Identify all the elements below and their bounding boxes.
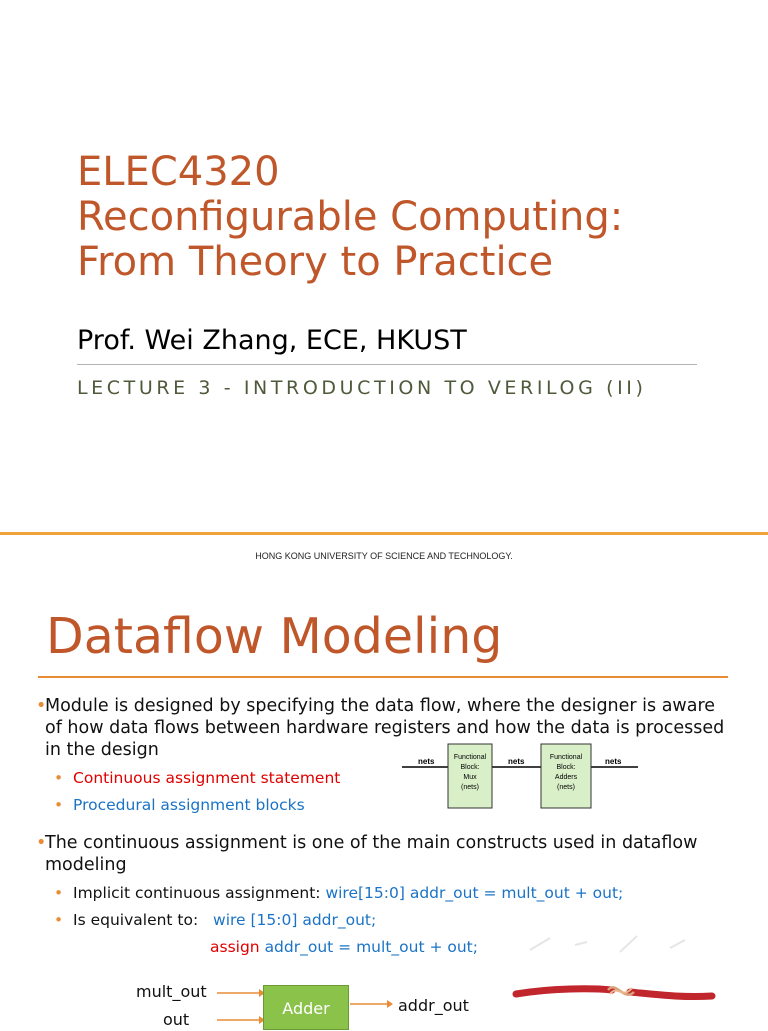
title-divider [77, 364, 697, 365]
course-title-line: ELEC4320 [77, 149, 280, 195]
output-addr-out-label: addr_out [398, 996, 469, 1015]
twisted-wire-illustration [512, 972, 717, 1012]
sketch-mark [670, 940, 685, 948]
sub-bullet-continuous: Continuous assignment statement [73, 769, 341, 787]
block-adders-line: Adders [554, 774, 578, 781]
input-mult-out-label: mult_out [136, 982, 207, 1001]
nets-label-left: nets [418, 757, 435, 766]
equivalent-code-line1: wire [15:0] addr_out; [213, 911, 377, 929]
nets-functional-block-diagram [398, 740, 648, 810]
block-adders-line: Functional [549, 754, 583, 761]
implicit-assignment-code: wire[15:0] addr_out = mult_out + out; [325, 884, 624, 902]
block-adders-line: (nets) [557, 784, 575, 791]
sketch-mark [575, 942, 587, 945]
bullet-marker: • [54, 796, 64, 814]
bullet-marker: • [54, 769, 64, 787]
equivalent-label: Is equivalent to: [73, 911, 199, 929]
course-title-line: Reconfigurable Computing: [77, 194, 624, 240]
input-out-label: out [163, 1010, 190, 1029]
assign-keyword: assign [210, 938, 260, 956]
nets-label-right: nets [605, 757, 622, 766]
red-wire-right [630, 992, 712, 997]
bullet-marker: • [54, 884, 64, 902]
output-arrowhead [387, 1000, 393, 1008]
heading-underline [38, 676, 728, 678]
course-title [77, 150, 737, 285]
bullet-marker: • [36, 696, 47, 716]
red-wire-left [516, 989, 612, 994]
block-mux-line: Mux [463, 774, 477, 781]
bullet-marker: • [36, 833, 47, 853]
slide-divider [0, 532, 768, 535]
nets-label-middle: nets [508, 757, 525, 766]
block-mux-line: Block: [460, 764, 480, 771]
sub-bullet-procedural: Procedural assignment blocks [73, 796, 305, 814]
adder-block: Adder [263, 985, 349, 1030]
university-footer: HONG KONG UNIVERSITY OF SCIENCE AND TECHNOLOGY. [255, 551, 513, 561]
slide-heading: Dataflow Modeling [46, 608, 503, 665]
implicit-assignment-label: Implicit continuous assignment: [73, 884, 326, 902]
block-mux-line: Functional [453, 754, 487, 761]
sketch-mark [530, 938, 550, 950]
bullet-marker: • [54, 911, 64, 929]
bullet-text: Module is designed by specifying the data flow, where the designer is aware of how data flows between hardware registers and how the data is processed in the design [45, 696, 725, 760]
equivalent-code-line2: addr_out = mult_out + out; [264, 938, 478, 956]
block-mux-line: (nets) [461, 784, 479, 791]
lecture-subtitle: LECTURE 3 - INTRODUCTION TO VERILOG (II) [77, 377, 647, 399]
bullet-text: The continuous assignment is one of the main constructs used in dataflow modeling [45, 833, 698, 875]
course-title-line: From Theory to Practice [77, 239, 554, 285]
faint-sketch-decoration [525, 930, 695, 960]
block-adders-line: Block: [556, 764, 576, 771]
sketch-mark [620, 936, 637, 952]
presenter-name: Prof. Wei Zhang, ECE, HKUST [77, 325, 467, 356]
